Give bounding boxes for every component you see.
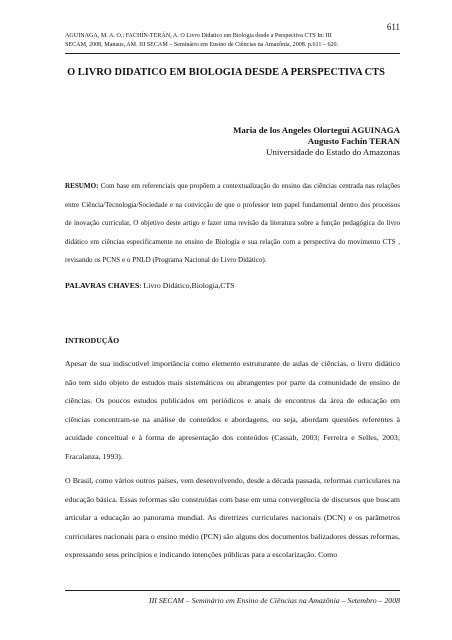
section-heading-introduction: INTRODUÇÃO	[65, 336, 120, 345]
abstract	[65, 177, 400, 270]
author-name: Maria de los Angeles Olortegui AGUINAGA	[233, 125, 400, 135]
author-affiliation: Universidade do Estado do Amazonas	[266, 147, 400, 157]
page-number: 611	[386, 22, 400, 32]
footer-text: III SECAM – Seminário em Ensino de Ciências na Amazônia – Setembro – 2008	[149, 596, 400, 605]
body-paragraph: Apesar de sua indiscutível importância como elemento estruturante de aulas de ciências, o livro didático não tem sido objeto de estudos mais sistemáticos ou abrangentes por parte da comunidade de ensino de ciências. Os poucos estudos publicados em periódicos e anais de encontros da área de educação em ciências concentram-se na análise de conteúdos e abordagens, ou seja, abordam questões referentes à acuidade conceitual e à forma de apresentação dos conteúdos (Cassab, 2003; Ferreira e Selles, 2003; Fracalanza, 1993).	[65, 359, 400, 461]
keywords	[65, 281, 235, 290]
citation-line: AGUINAGA, M. A. O.; FACHÍN-TERÁN, A. O Livro Didatico em Biologia desde a Perspectiva CTS In: III	[65, 33, 332, 39]
author-block	[233, 125, 400, 158]
body-paragraph: O Brasil, como vários outros países, vem desenvolvendo, desde a década passada, reformas curriculares na educação básica. Essas reformas são construídas com base em uma convergência de discursos que buscam articular a educação ao panorama mundial. As diretrizes curriculares nacionais (DCN) e os parâmetros curriculares nacionais para o ensino médio (PCN) são alguns dos documentos balizadores dessas reformas, expressando seus princípios e indicando intenções públicas para a escolarização. Como	[65, 476, 400, 559]
author-name: Augusto Fachín TERAN	[307, 136, 400, 146]
keywords-label: PALAVRAS CHAVES	[65, 281, 140, 290]
header-rule	[65, 53, 400, 54]
abstract-label: RESUMO:	[65, 182, 99, 190]
abstract-text: Com base em referenciais que propõem a contextualização do ensino das ciências centrada nas relações entre Ciência/Tecnologia/Sociedade e na convicção de que o professor tem papel fundamental dentro dos processos de inovação curricular, O objetivo deste artigo e fazer uma revisão da literatura sobre a função pedagógica do livro didático em ciências especificamente no ensino de Biologia e sua relação com a perspectiva do movimento CTS , revisando os PCNS e o PNLD (Programa Nacional do Livro Didático).	[65, 182, 400, 264]
paper-title: O LIVRO DIDATICO EM BIOLOGIA DESDE A PERSPECTIVA CTS	[67, 67, 385, 78]
keywords-text: : Livro Didático,Biologia,CTS	[139, 281, 235, 290]
footer-rule	[65, 590, 400, 591]
citation-header	[65, 32, 400, 51]
citation-line: SECAM, 2008, Manaus, AM. III SECAM – Seminário em Ensino de Ciências na Amazônia, 2008. p.611 – 620.	[65, 42, 339, 49]
